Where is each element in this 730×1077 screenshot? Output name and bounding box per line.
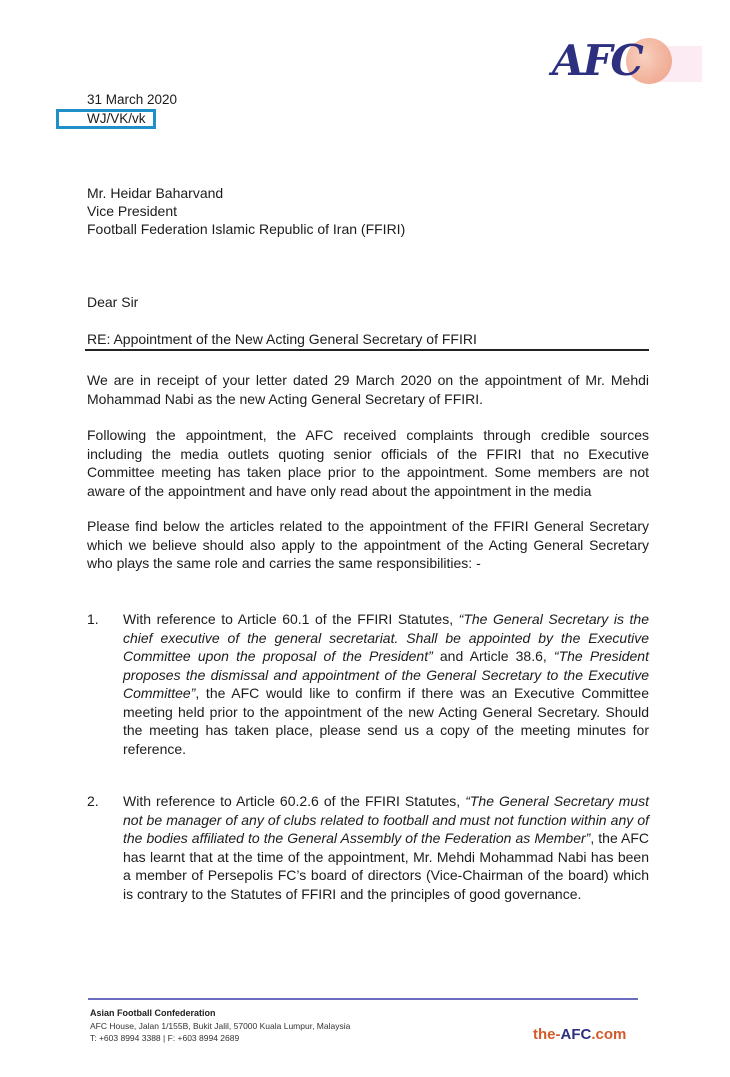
- footer-website: [533, 1026, 626, 1043]
- footer-address: AFC House, Jalan 1/155B, Bukit Jalil, 57000 Kuala Lumpur, Malaysia: [90, 1021, 351, 1031]
- list-item-text: [123, 792, 649, 903]
- website-brand: AFC: [560, 1026, 592, 1043]
- website-prefix: the-: [533, 1026, 561, 1043]
- list-item-number: 2.: [87, 793, 99, 809]
- list-item-number: 1.: [87, 611, 99, 627]
- item-text-part: and Article 38.6,: [432, 648, 554, 664]
- letter-date: 31 March 2020: [87, 92, 178, 107]
- list-item-text: [123, 610, 649, 758]
- letter-reference: WJ/VK/vk: [87, 111, 146, 126]
- salutation: Dear Sir: [87, 294, 139, 310]
- subject-underline: [85, 349, 649, 351]
- website-suffix: .com: [591, 1026, 627, 1043]
- item-text-part: With reference to Article 60.1 of the FFIRI Statutes,: [123, 611, 459, 627]
- footer-divider: [88, 998, 638, 1000]
- paragraph-complaints: Following the appointment, the AFC received complaints through credible sources including the media outlets quoting senior officials of the FFIRI that no Executive Committee meeting has taken place prior to the appointment. Some members are not aware of the appointment and have only read about the appointment in the media: [87, 427, 649, 499]
- item-text-part: With reference to Article 60.2.6 of the FFIRI Statutes,: [123, 793, 466, 809]
- statute-quote: “The President proposes the dismissal and appointment of the General Secretary to the Executive Committee”: [123, 648, 649, 701]
- footer-organization: Asian Football Confederation: [90, 1008, 216, 1018]
- item-text-part: , the AFC would like to confirm if there was an Executive Committee meeting held prior to the appointment of the new Acting General Secretary. Should the meeting has taken place, please send us a copy of the meeting minutes for reference.: [123, 685, 649, 757]
- logo-text: AFC: [552, 36, 642, 85]
- statute-quote: “The General Secretary must not be manager of any of clubs related to football and must not function within any of the bodies affiliated to the General Assembly of the Federation as Member”: [123, 793, 650, 846]
- recipient-name: Mr. Heidar Baharvand: [87, 185, 224, 201]
- subject-line: RE: Appointment of the New Acting General Secretary of FFIRI: [87, 331, 477, 347]
- recipient-organization: Football Federation Islamic Republic of Iran (FFIRI): [87, 221, 406, 237]
- paragraph-articles: Please find below the articles related to the appointment of the FFIRI General Secretary which we believe should also apply to the appointment of the Acting General Secretary who plays the same role and carries the same responsibilities: -: [87, 518, 649, 571]
- paragraph-receipt: We are in receipt of your letter dated 29 March 2020 on the appointment of Mr. Mehdi Mohammad Nabi as the new Acting General Secretary of FFIRI.: [87, 372, 649, 407]
- footer-contact: T: +603 8994 3388 | F: +603 8994 2689: [90, 1033, 240, 1043]
- statute-quote: “The General Secretary is the chief executive of the general secretariat. Shall be appointed by the Executive Committee upon the proposal of the President”: [123, 611, 649, 664]
- afc-logo: [552, 36, 702, 84]
- item-text-part: , the AFC has learnt that at the time of the appointment, Mr. Mehdi Mohammad Nabi has been a member of Persepolis FC’s board of directors (Vice-Chairman of the board) which is contrary to the Statutes of FFIRI and the principles of good governance.: [123, 830, 649, 902]
- recipient-title: Vice President: [87, 203, 178, 219]
